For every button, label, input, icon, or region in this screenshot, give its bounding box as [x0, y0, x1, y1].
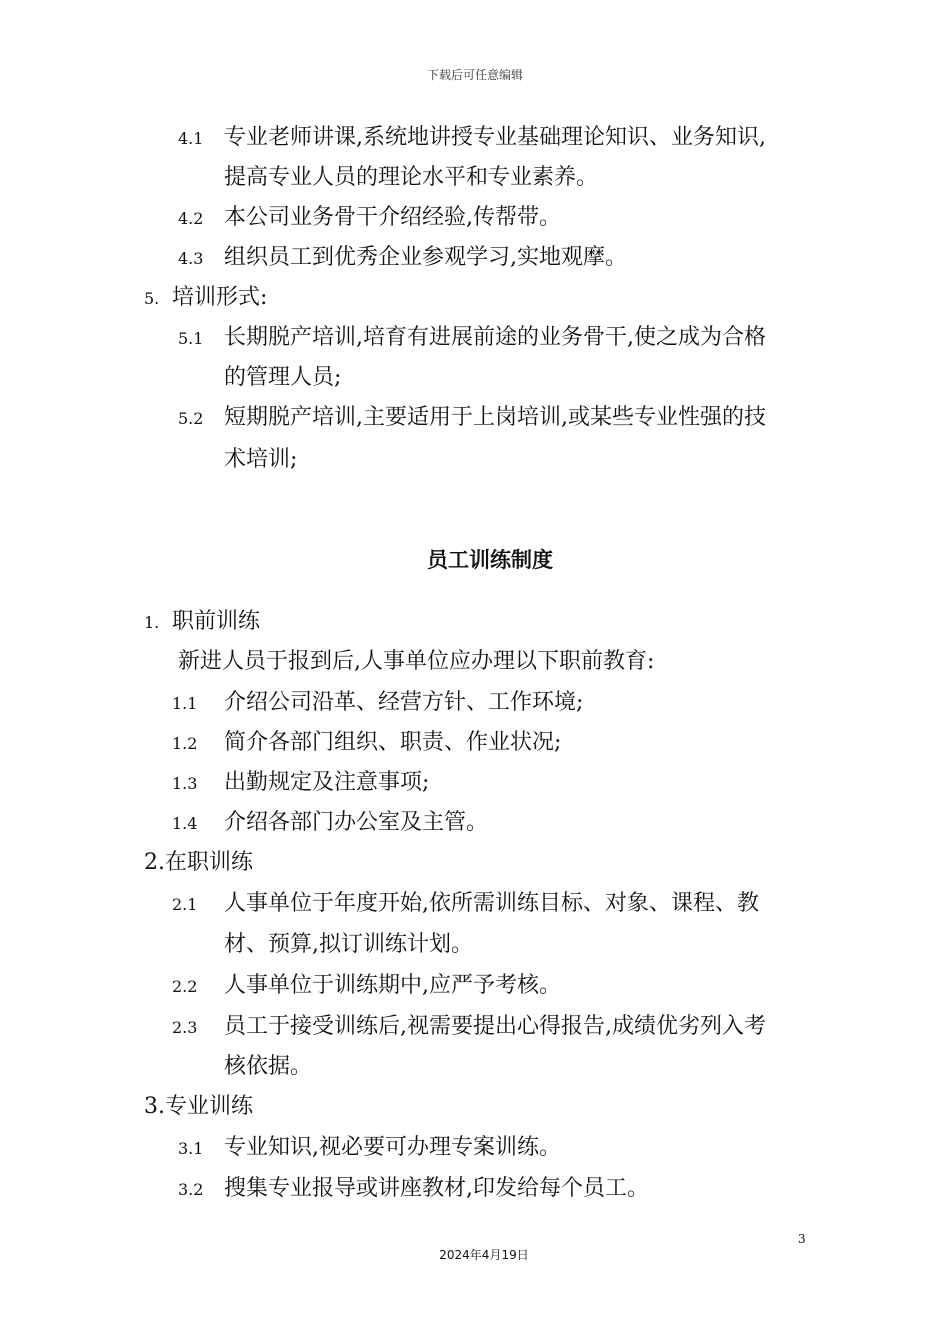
list-item-1-4	[172, 803, 488, 844]
item-number: 4.2	[178, 209, 204, 228]
item-number: 2.1	[172, 895, 198, 914]
item-text: 介绍公司沿革、经营方针、工作环境;	[224, 690, 584, 715]
section-number: 1.	[144, 613, 160, 632]
item-number: 1.2	[172, 734, 198, 753]
item-number: 4.3	[178, 249, 204, 268]
section-heading-5	[144, 278, 267, 319]
item-text: 专业知识,视必要可办理专案训练。	[224, 1135, 561, 1160]
list-item-1-2	[172, 723, 561, 764]
page-header: 下载后可任意编辑	[426, 68, 523, 82]
list-item-5-2	[178, 398, 766, 439]
item-text: 搜集专业报导或讲座教材,印发给每个员工。	[224, 1176, 649, 1201]
list-item-3-2	[178, 1169, 649, 1210]
item-text: 人事单位于训练期中,应严予考核。	[224, 973, 561, 998]
list-item-1-3	[172, 763, 429, 804]
item-text: 组织员工到优秀企业参观学习,实地观摩。	[224, 245, 627, 270]
item-number: 1.3	[172, 774, 198, 793]
item-number: 2.2	[172, 977, 198, 996]
list-item-4-3	[178, 238, 627, 279]
list-item-2-2	[172, 966, 561, 1007]
list-item-4-1	[178, 118, 766, 159]
section-heading-3: 3.专业训练	[144, 1094, 253, 1119]
section-number: 5.	[144, 289, 160, 308]
list-item-5-1-cont: 的管理人员;	[224, 365, 342, 390]
item-text: 专业老师讲课,系统地讲授专业基础理论知识、业务知识,	[224, 125, 766, 150]
page-footer-date: 2024年4月19日	[439, 1248, 529, 1262]
list-item-4-1-cont: 提高专业人员的理论水平和专业素养。	[224, 165, 599, 190]
section-1-intro: 新进人员于报到后,人事单位应办理以下职前教育:	[178, 649, 655, 674]
section-heading-2: 2.在职训练	[144, 850, 253, 875]
section-title: 培训形式:	[172, 285, 268, 310]
list-item-2-1	[172, 884, 759, 925]
list-item-1-1	[172, 683, 583, 724]
item-number: 3.2	[178, 1180, 204, 1199]
item-text: 简介各部门组织、职责、作业状况;	[224, 730, 562, 755]
page-number: 3	[798, 1232, 806, 1246]
section-title: 职前训练	[172, 609, 261, 634]
item-text: 本公司业务骨干介绍经验,传帮带。	[224, 205, 561, 230]
item-number: 1.1	[172, 694, 198, 713]
list-item-5-2-cont: 术培训;	[224, 447, 298, 472]
item-text: 人事单位于年度开始,依所需训练目标、对象、课程、教	[224, 891, 759, 916]
item-number: 5.2	[178, 409, 204, 428]
list-item-4-2	[178, 198, 561, 239]
item-text: 长期脱产培训,培育有进展前途的业务骨干,使之成为合格	[224, 325, 766, 350]
list-item-2-1-cont: 材、预算,拟订训练计划。	[224, 932, 473, 957]
section-heading-1	[144, 602, 260, 643]
list-item-2-3	[172, 1007, 766, 1048]
list-item-5-1	[178, 318, 766, 359]
item-text: 员工于接受训练后,视需要提出心得报告,成绩优劣列入考	[224, 1014, 766, 1039]
document-title: 员工训练制度	[427, 548, 553, 572]
item-number: 4.1	[178, 129, 204, 148]
item-number: 3.1	[178, 1139, 204, 1158]
list-item-3-1	[178, 1128, 561, 1169]
item-number: 1.4	[172, 814, 198, 833]
list-item-2-3-cont: 核依据。	[224, 1054, 313, 1079]
item-text: 短期脱产培训,主要适用于上岗培训,或某些专业性强的技	[224, 405, 766, 430]
item-number: 2.3	[172, 1018, 198, 1037]
item-number: 5.1	[178, 329, 204, 348]
item-text: 出勤规定及注意事项;	[224, 770, 430, 795]
item-text: 介绍各部门办公室及主管。	[224, 810, 489, 835]
